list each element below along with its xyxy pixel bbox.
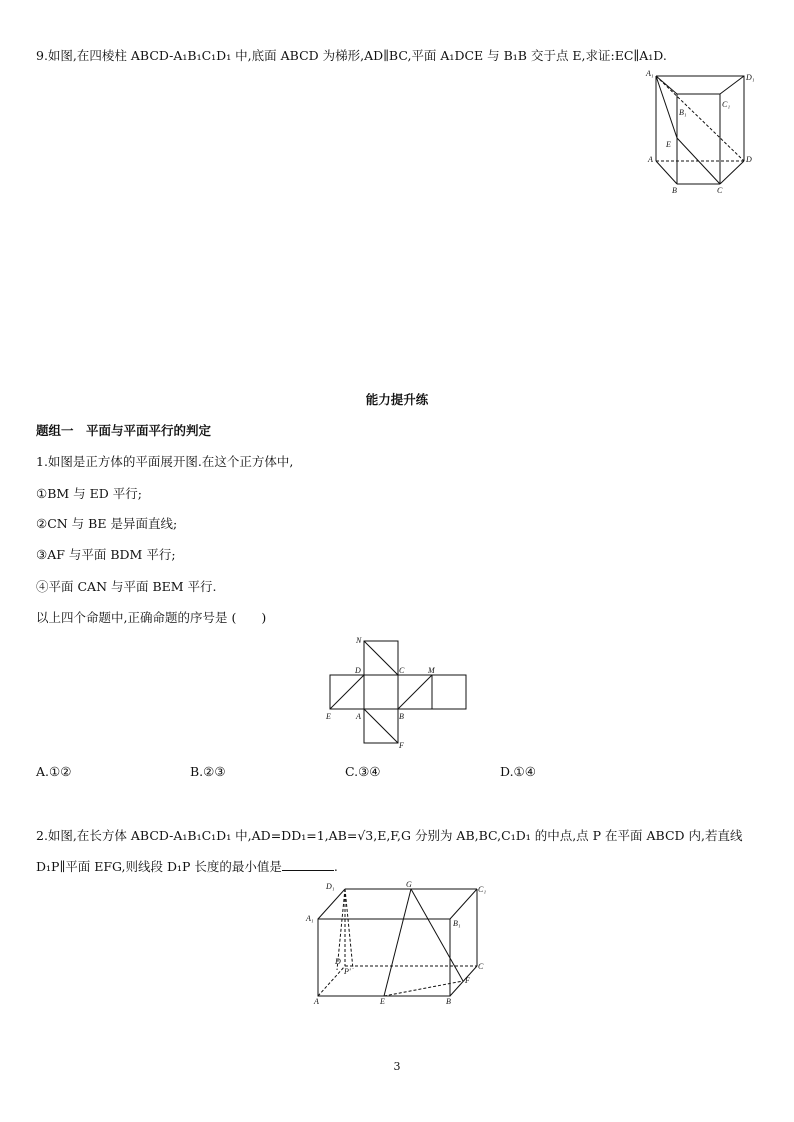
- label-D1: D₁: [326, 882, 335, 891]
- problem-2-line-2: [36, 857, 338, 875]
- page-number: 3: [393, 1060, 401, 1073]
- section-title: 能力提升练: [365, 392, 429, 407]
- label-C1: C₁: [478, 885, 487, 894]
- label-D: D: [355, 666, 361, 675]
- label-A: A: [314, 997, 319, 1006]
- label-D: D: [746, 155, 752, 164]
- cube-net-figure: [320, 632, 470, 750]
- label-B: B: [672, 186, 677, 195]
- label-C: C: [478, 962, 484, 971]
- option-d: D.①④: [500, 764, 536, 779]
- label-E: E: [666, 140, 671, 149]
- label-M: M: [428, 666, 435, 675]
- label-N: N: [356, 636, 362, 645]
- label-D: D: [335, 957, 341, 966]
- label-P: P': [344, 967, 351, 976]
- label-C1: C₁: [722, 100, 731, 109]
- label-F: F: [465, 976, 470, 985]
- problem-1-question: 以上四个命题中,正确命题的序号是 ( ): [36, 610, 267, 625]
- problem-2-period: .: [333, 859, 338, 874]
- problem-1-stem: 1.如图是正方体的平面展开图.在这个正方体中,: [36, 454, 294, 469]
- label-E: E: [326, 712, 331, 721]
- statement-2: ②CN 与 BE 是异面直线;: [36, 516, 178, 531]
- cuboid-figure: [300, 876, 500, 1008]
- label-C: C: [717, 186, 723, 195]
- answer-blank[interactable]: [282, 859, 334, 871]
- label-F: F: [399, 741, 404, 750]
- label-B: B: [399, 712, 404, 721]
- statement-4: ④平面 CAN 与平面 BEM 平行.: [36, 579, 217, 594]
- option-a: A.①②: [36, 764, 72, 779]
- statement-3: ③AF 与平面 BDM 平行;: [36, 547, 176, 562]
- prism-figure: [640, 66, 760, 196]
- label-A1: A₁: [646, 69, 654, 78]
- problem-2-line-1: 2.如图,在长方体 ABCD-A₁B₁C₁D₁ 中,AD=DD₁=1,AB=√3,E,F,G 分别为 AB,BC,C₁D₁ 的中点,点 P 在平面 ABCD 内,若直线: [36, 828, 743, 843]
- label-B: B: [446, 997, 451, 1006]
- problem-2-question: D₁P∥平面 EFG,则线段 D₁P 长度的最小值是: [36, 859, 282, 874]
- label-A: A: [648, 155, 653, 164]
- problem-9-text: 9.如图,在四棱柱 ABCD-A₁B₁C₁D₁ 中,底面 ABCD 为梯形,AD∥BC,平面 A₁DCE 与 B₁B 交于点 E,求证:EC∥A₁D.: [36, 48, 667, 63]
- label-D1: D₁: [746, 73, 755, 82]
- label-E: E: [380, 997, 385, 1006]
- label-C: C: [399, 666, 405, 675]
- label-G: G: [406, 880, 412, 889]
- label-A: A: [356, 712, 361, 721]
- label-B1: B₁: [679, 108, 687, 117]
- option-b: B.②③: [190, 764, 226, 779]
- label-B1: B₁: [453, 919, 461, 928]
- option-c: C.③④: [345, 764, 381, 779]
- statement-1: ①BM 与 ED 平行;: [36, 486, 142, 501]
- label-A1: A₁: [306, 914, 314, 923]
- group-title: 题组一 平面与平面平行的判定: [36, 423, 212, 438]
